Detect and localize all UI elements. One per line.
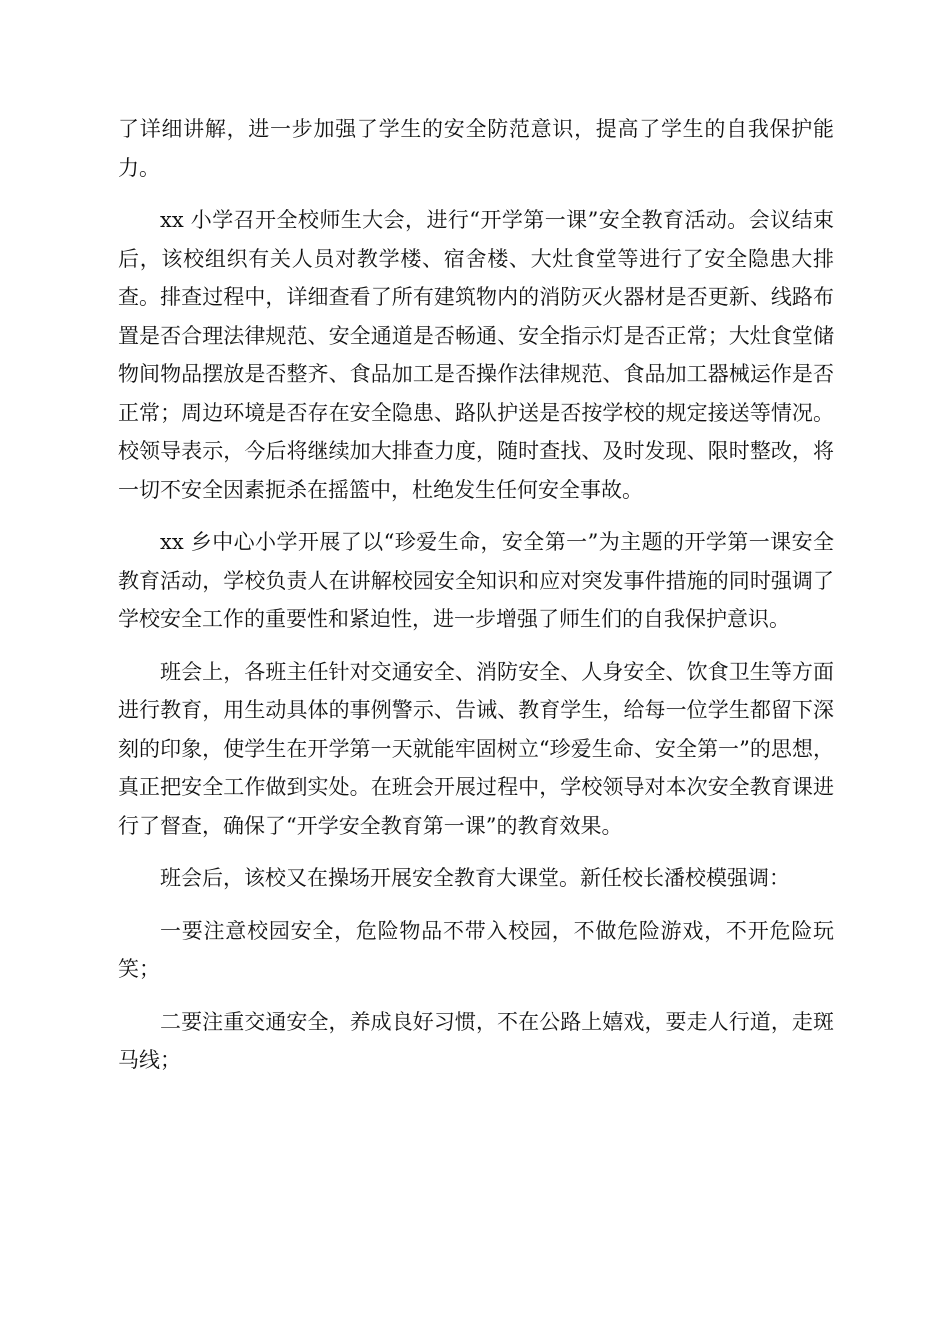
paragraph-2: xx 小学召开全校师生大会，进行“开学第一课”安全教育活动。会议结束后，该校组织有关人员对教学楼、宿舍楼、大灶食堂等进行了安全隐患大排查。排查过程中，详细查看了所有建筑物内的消防灭火器材是否更新、线路布置是否合理法律规范、安全通道是否畅通、安全指示灯是否正常；大灶食堂储物间物品摆放是否整齐、食品加工是否操作法律规范、食品加工器械运作是否正常；周边环境是否存在安全隐患、路队护送是否按学校的规定接送等情况。校领导表示，今后将继续加大排查力度，随时查找、及时发现、限时整改，将一切不安全因素扼杀在摇篮中，杜绝发生任何安全事故。 (118, 208, 834, 502)
paragraph-6: 一要注意校园安全，危险物品不带入校园，不做危险游戏，不开危险玩笑； (118, 918, 834, 981)
paragraph-5: 班会后，该校又在操场开展安全教育大课堂。新任校长潘校模强调： (160, 866, 790, 890)
paragraph-1: 了详细讲解，进一步加强了学生的安全防范意识，提高了学生的自我保护能力。 (118, 117, 834, 180)
document-body (118, 110, 834, 1094)
paragraph-7: 二要注重交通安全，养成良好习惯，不在公路上嬉戏，要走人行道，走斑马线； (118, 1009, 834, 1072)
paragraph-3: xx 乡中心小学开展了以“珍爱生命，安全第一”为主题的开学第一课安全教育活动，学校负责人在讲解校园安全知识和应对突发事件措施的同时强调了学校安全工作的重要性和紧迫性，进一步增强了师生们的自我保护意识。 (118, 530, 834, 631)
paragraph-4: 班会上，各班主任针对交通安全、消防安全、人身安全、饮食卫生等方面进行教育，用生动具体的事例警示、告诫、教育学生，给每一位学生都留下深刻的印象，使学生在开学第一天就能牢固树立“珍爱生命、安全第一”的思想，真正把安全工作做到实处。在班会开展过程中，学校领导对本次安全教育课进行了督查，确保了“开学安全教育第一课”的教育效果。 (118, 659, 834, 838)
